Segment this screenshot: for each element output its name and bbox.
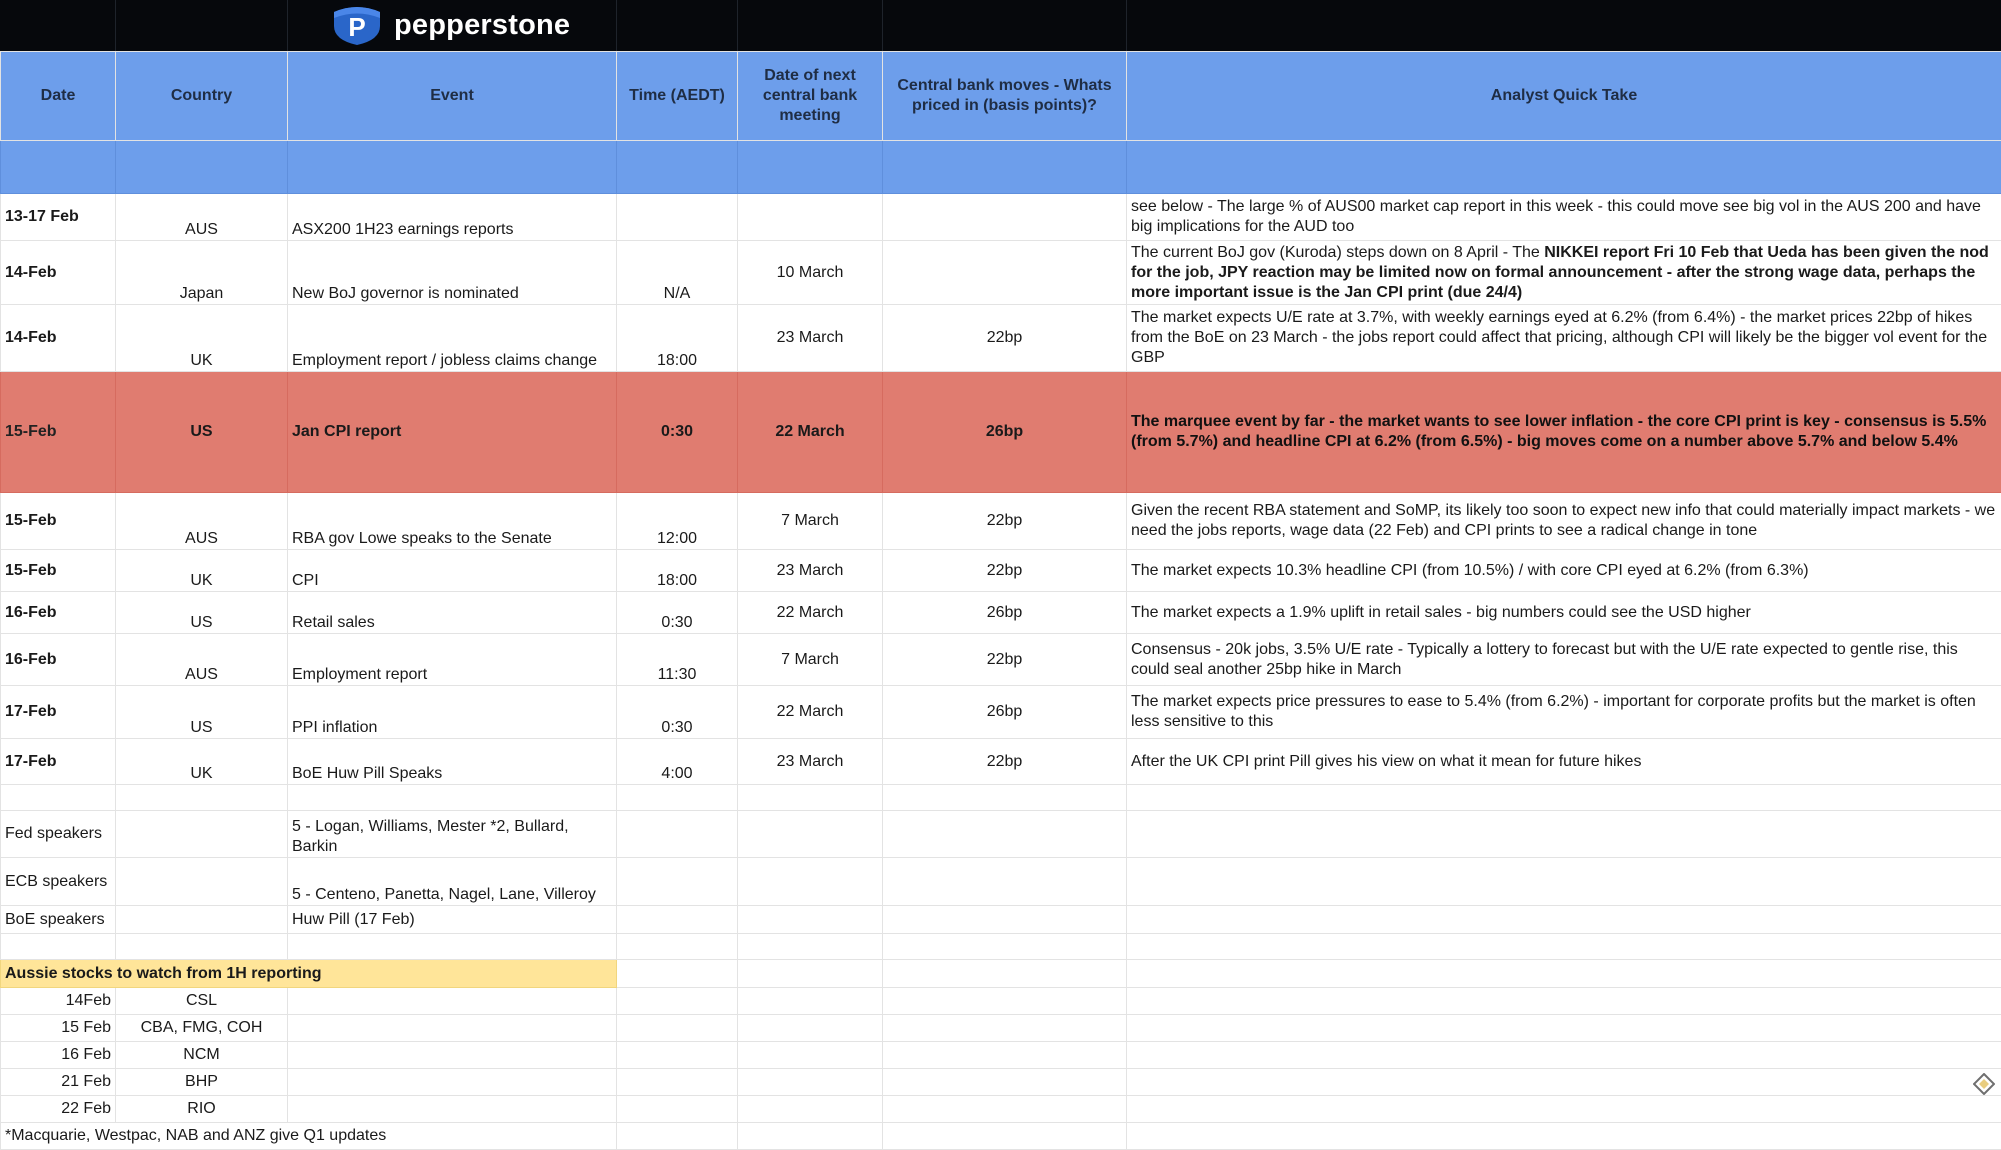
event-country: AUS <box>116 634 288 686</box>
quick-take-bold-text: NIKKEI report Fri 10 Feb that Ueda has been given the nod for the job, JPY reaction may be limited now on formal announcement - after the strong wage data, perhaps the more important issue is the Jan CPI print (due 24/4) <box>1131 244 1989 301</box>
blank-cell <box>883 858 1127 906</box>
blank-cell <box>116 934 288 960</box>
event-country: Japan <box>116 241 288 305</box>
blank-cell <box>288 1015 617 1042</box>
event-date: 17-Feb <box>1 686 116 739</box>
event-date: 16-Feb <box>1 592 116 634</box>
blank-cell <box>617 934 738 960</box>
speaker-row <box>1 906 2001 934</box>
event-name: Employment report <box>288 634 617 686</box>
header-spacer-row <box>1 141 2001 194</box>
event-priced-bp: 26bp <box>883 686 1127 739</box>
top-bar-cell <box>616 0 738 51</box>
event-row <box>1 686 2001 739</box>
event-row <box>1 493 2001 550</box>
event-quick-take: After the UK CPI print Pill gives his view on what it mean for future hikes <box>1127 739 2001 785</box>
event-time: 0:30 <box>617 686 738 739</box>
blank-cell <box>116 858 288 906</box>
event-quick-take: The market expects a 1.9% uplift in retail sales - big numbers could see the USD higher <box>1127 592 2001 634</box>
event-quick-take <box>1127 241 2001 305</box>
aussie-stocks-header-row <box>1 960 2001 988</box>
blank-cell <box>1127 934 2001 960</box>
event-time: N/A <box>617 241 738 305</box>
event-next-meeting: 23 March <box>738 305 883 372</box>
blank-cell <box>116 811 288 858</box>
report-date: 21 Feb <box>1 1069 116 1096</box>
spacer-cell <box>288 141 617 194</box>
blank-cell <box>617 960 738 988</box>
event-priced-bp <box>883 241 1127 305</box>
event-row <box>1 241 2001 305</box>
blank-cell <box>617 1069 738 1096</box>
event-next-meeting: 23 March <box>738 739 883 785</box>
event-priced-bp <box>883 194 1127 241</box>
event-next-meeting <box>738 194 883 241</box>
blank-cell <box>738 1096 883 1123</box>
event-next-meeting: 7 March <box>738 493 883 550</box>
event-row-highlighted <box>1 372 2001 493</box>
event-next-meeting: 23 March <box>738 550 883 592</box>
blank-cell <box>617 1042 738 1069</box>
blank-cell <box>738 785 883 811</box>
blank-cell <box>1127 811 2001 858</box>
top-bar-cell <box>115 0 288 51</box>
blank-cell <box>1127 960 2001 988</box>
blank-cell <box>1127 1123 2001 1150</box>
blank-cell <box>883 1069 1127 1096</box>
blank-cell <box>883 906 1127 934</box>
blank-cell <box>738 906 883 934</box>
blank-cell <box>288 1069 617 1096</box>
event-quick-take: The marquee event by far - the market wants to see lower inflation - the core CPI print is key - consensus is 5.5% (from 5.7%) and headline CPI at 6.2% (from 6.5%) - big moves come on a number above 5.7% and below 5.4% <box>1127 372 2001 493</box>
event-priced-bp: 22bp <box>883 305 1127 372</box>
top-bar-cell <box>882 0 1127 51</box>
spacer-cell <box>1 141 116 194</box>
event-name: CPI <box>288 550 617 592</box>
top-bar <box>0 0 2001 51</box>
event-time: 12:00 <box>617 493 738 550</box>
blank-cell <box>883 1123 1127 1150</box>
event-row <box>1 739 2001 785</box>
event-time: 0:30 <box>617 372 738 493</box>
event-row <box>1 592 2001 634</box>
report-date: 15 Feb <box>1 1015 116 1042</box>
header-date: Date <box>1 52 116 141</box>
blank-cell <box>1127 1069 2001 1096</box>
event-priced-bp: 22bp <box>883 634 1127 686</box>
event-date: 13-17 Feb <box>1 194 116 241</box>
event-country: US <box>116 372 288 493</box>
blank-cell <box>288 785 617 811</box>
event-time: 18:00 <box>617 305 738 372</box>
event-time: 11:30 <box>617 634 738 686</box>
header-event: Event <box>288 52 617 141</box>
event-date: 14-Feb <box>1 241 116 305</box>
event-date: 15-Feb <box>1 372 116 493</box>
svg-text:P: P <box>348 12 365 42</box>
speaker-list: Huw Pill (17 Feb) <box>288 906 617 934</box>
blank-cell <box>738 1123 883 1150</box>
watermark-diamond-icon <box>1973 1073 1995 1095</box>
speaker-row <box>1 811 2001 858</box>
blank-cell <box>738 858 883 906</box>
aussie-stock-row <box>1 1042 2001 1069</box>
top-bar-cell <box>737 0 883 51</box>
event-time: 4:00 <box>617 739 738 785</box>
blank-cell <box>116 785 288 811</box>
spacer-cell <box>617 141 738 194</box>
event-date: 15-Feb <box>1 493 116 550</box>
event-quick-take: see below - The large % of AUS00 market cap report in this week - this could move see big vol in the AUS 200 and have big implications for the AUD too <box>1127 194 2001 241</box>
event-country: AUS <box>116 493 288 550</box>
event-country: US <box>116 592 288 634</box>
blank-cell <box>738 1069 883 1096</box>
blank-cell <box>1127 858 2001 906</box>
aussie-stock-row <box>1 988 2001 1015</box>
economic-calendar-table <box>0 51 2001 1150</box>
blank-cell <box>1 934 116 960</box>
event-quick-take: The market expects 10.3% headline CPI (from 10.5%) / with core CPI eyed at 6.2% (from 6.3%) <box>1127 550 2001 592</box>
top-bar-cell <box>0 0 116 51</box>
blank-cell <box>1 785 116 811</box>
header-row <box>1 52 2001 141</box>
blank-cell <box>288 1096 617 1123</box>
blank-cell <box>1127 906 2001 934</box>
report-date: 14Feb <box>1 988 116 1015</box>
event-time: 18:00 <box>617 550 738 592</box>
event-next-meeting: 10 March <box>738 241 883 305</box>
blank-cell <box>617 785 738 811</box>
speaker-row <box>1 858 2001 906</box>
blank-cell <box>1127 988 2001 1015</box>
event-country: AUS <box>116 194 288 241</box>
spacer-cell <box>738 141 883 194</box>
pepperstone-logo-icon <box>330 4 384 46</box>
event-date: 15-Feb <box>1 550 116 592</box>
stock-tickers: CBA, FMG, COH <box>116 1015 288 1042</box>
speaker-list: 5 - Centeno, Panetta, Nagel, Lane, Villeroy <box>288 858 617 906</box>
event-country: US <box>116 686 288 739</box>
event-time <box>617 194 738 241</box>
event-priced-bp: 26bp <box>883 592 1127 634</box>
blank-cell <box>738 1042 883 1069</box>
aussie-stock-row <box>1 1015 2001 1042</box>
blank-cell <box>116 906 288 934</box>
event-row <box>1 194 2001 241</box>
footnote: *Macquarie, Westpac, NAB and ANZ give Q1 updates <box>1 1123 617 1150</box>
brand-name: pepperstone <box>394 9 570 42</box>
blank-cell <box>883 960 1127 988</box>
blank-cell <box>1127 1015 2001 1042</box>
blank-cell <box>1127 1096 2001 1123</box>
event-next-meeting: 22 March <box>738 592 883 634</box>
speaker-label: BoE speakers <box>1 906 116 934</box>
aussie-stocks-title: Aussie stocks to watch from 1H reporting <box>1 960 617 988</box>
blank-cell <box>883 988 1127 1015</box>
speaker-list: 5 - Logan, Williams, Mester *2, Bullard, Barkin <box>288 811 617 858</box>
event-priced-bp: 22bp <box>883 550 1127 592</box>
stock-tickers: NCM <box>116 1042 288 1069</box>
blank-cell <box>288 988 617 1015</box>
blank-cell <box>883 1096 1127 1123</box>
event-quick-take: The market expects price pressures to ease to 5.4% (from 6.2%) - important for corporate profits but the market is often less sensitive to this <box>1127 686 2001 739</box>
blank-cell <box>617 1096 738 1123</box>
event-country: UK <box>116 550 288 592</box>
watermark <box>1973 1073 1995 1095</box>
blank-cell <box>883 1015 1127 1042</box>
blank-cell <box>883 934 1127 960</box>
blank-cell <box>883 811 1127 858</box>
event-next-meeting: 22 March <box>738 686 883 739</box>
blank-row <box>1 785 2001 811</box>
event-name: Employment report / jobless claims change <box>288 305 617 372</box>
header-time: Time (AEDT) <box>617 52 738 141</box>
blank-cell <box>738 988 883 1015</box>
blank-cell <box>738 960 883 988</box>
event-name: RBA gov Lowe speaks to the Senate <box>288 493 617 550</box>
event-next-meeting: 7 March <box>738 634 883 686</box>
report-date: 16 Feb <box>1 1042 116 1069</box>
blank-cell <box>883 785 1127 811</box>
spacer-cell <box>1127 141 2001 194</box>
blank-cell <box>288 934 617 960</box>
event-quick-take: Consensus - 20k jobs, 3.5% U/E rate - Typically a lottery to forecast but with the U/E rate expected to gentle rise, this could seal another 25bp hike in March <box>1127 634 2001 686</box>
blank-row <box>1 934 2001 960</box>
header-quick-take: Analyst Quick Take <box>1127 52 2001 141</box>
speaker-label: ECB speakers <box>1 858 116 906</box>
blank-cell <box>738 934 883 960</box>
event-date: 14-Feb <box>1 305 116 372</box>
stock-tickers: CSL <box>116 988 288 1015</box>
blank-cell <box>1127 1042 2001 1069</box>
event-priced-bp: 26bp <box>883 372 1127 493</box>
header-next-meeting: Date of next central bank meeting <box>738 52 883 141</box>
blank-cell <box>617 858 738 906</box>
event-quick-take: The market expects U/E rate at 3.7%, with weekly earnings eyed at 6.2% (from 6.4%) - the market prices 22bp of hikes from the BoE on 23 March - the jobs report could affect that pricing, although CPI will likely be the bigger vol event for the GBP <box>1127 305 2001 372</box>
blank-cell <box>883 1042 1127 1069</box>
header-cb-moves: Central bank moves - Whats priced in (basis points)? <box>883 52 1127 141</box>
footnote-row <box>1 1123 2001 1150</box>
event-time: 0:30 <box>617 592 738 634</box>
event-name: Jan CPI report <box>288 372 617 493</box>
blank-cell <box>617 988 738 1015</box>
event-name: BoE Huw Pill Speaks <box>288 739 617 785</box>
aussie-stock-row <box>1 1069 2001 1096</box>
spacer-cell <box>883 141 1127 194</box>
event-country: UK <box>116 739 288 785</box>
blank-cell <box>288 1042 617 1069</box>
event-next-meeting: 22 March <box>738 372 883 493</box>
blank-cell <box>617 1015 738 1042</box>
event-row <box>1 634 2001 686</box>
event-priced-bp: 22bp <box>883 739 1127 785</box>
event-row <box>1 305 2001 372</box>
blank-cell <box>617 1123 738 1150</box>
event-name: PPI inflation <box>288 686 617 739</box>
event-country: UK <box>116 305 288 372</box>
stock-tickers: RIO <box>116 1096 288 1123</box>
event-name: ASX200 1H23 earnings reports <box>288 194 617 241</box>
quick-take-text: The current BoJ gov (Kuroda) steps down on 8 April - The <box>1131 244 1544 261</box>
report-date: 22 Feb <box>1 1096 116 1123</box>
header-country: Country <box>116 52 288 141</box>
speaker-label: Fed speakers <box>1 811 116 858</box>
event-priced-bp: 22bp <box>883 493 1127 550</box>
blank-cell <box>738 811 883 858</box>
blank-cell <box>617 811 738 858</box>
aussie-stock-row <box>1 1096 2001 1123</box>
spacer-cell <box>116 141 288 194</box>
blank-cell <box>617 906 738 934</box>
pepperstone-logo <box>330 4 570 46</box>
event-row <box>1 550 2001 592</box>
event-name: Retail sales <box>288 592 617 634</box>
event-date: 17-Feb <box>1 739 116 785</box>
blank-cell <box>738 1015 883 1042</box>
event-quick-take: Given the recent RBA statement and SoMP, its likely too soon to expect new info that could materially impact markets - we need the jobs reports, wage data (22 Feb) and CPI prints to see a radical change in tone <box>1127 493 2001 550</box>
stock-tickers: BHP <box>116 1069 288 1096</box>
blank-cell <box>1127 785 2001 811</box>
event-name: New BoJ governor is nominated <box>288 241 617 305</box>
event-date: 16-Feb <box>1 634 116 686</box>
